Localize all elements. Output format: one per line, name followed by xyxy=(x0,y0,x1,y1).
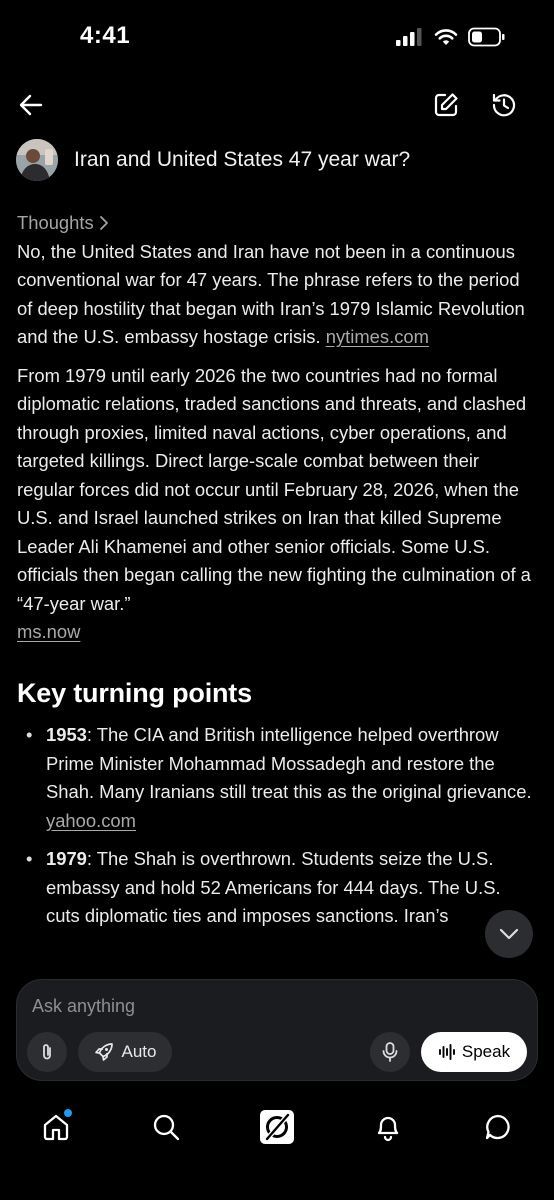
avatar[interactable] xyxy=(16,139,58,181)
attach-button[interactable] xyxy=(27,1032,67,1072)
section-heading: Key turning points xyxy=(17,677,252,708)
thoughts-label: Thoughts xyxy=(17,212,94,233)
composer xyxy=(16,979,538,1081)
status-time: 4:41 xyxy=(80,22,131,49)
list-item xyxy=(17,845,537,931)
conversation-title: Iran and United States 47 year war? xyxy=(74,148,411,171)
thoughts-toggle[interactable] xyxy=(17,209,537,238)
arrow-left-icon xyxy=(18,92,44,118)
nav-messages[interactable] xyxy=(476,1105,520,1149)
conversation-header xyxy=(16,138,538,182)
response-content xyxy=(17,206,537,976)
paragraph-1 xyxy=(17,238,537,352)
new-chat-button[interactable] xyxy=(426,85,466,125)
nav-home[interactable] xyxy=(34,1105,78,1149)
turning-points-list xyxy=(17,721,537,931)
chevron-down-icon xyxy=(498,927,520,941)
nav-grok[interactable] xyxy=(255,1105,299,1149)
history-button[interactable] xyxy=(484,85,524,125)
status-icons xyxy=(396,27,506,47)
bullet-text: : The CIA and British intelligence helped overthrow Prime Minister Mohammad Mossadegh and restore the Shah. Many Iranians still treat this as the original grievance. xyxy=(46,724,532,802)
paperclip-icon xyxy=(38,1042,56,1062)
paragraph-2 xyxy=(17,362,537,647)
wifi-icon xyxy=(434,28,458,46)
battery-icon xyxy=(468,27,506,47)
speak-button[interactable] xyxy=(421,1032,527,1072)
grok-icon xyxy=(259,1109,295,1145)
nav-search[interactable] xyxy=(144,1105,188,1149)
source-link-nytimes[interactable]: nytimes.com xyxy=(325,326,429,347)
source-link-msnow[interactable]: ms.now xyxy=(17,621,81,642)
bullet-text: : The Shah is overthrown. Students seize the U.S. embassy and hold 52 Americans for 444 days. The U.S. cuts diplomatic ties and imposes sanctions. Iran’s xyxy=(46,848,501,926)
source-link-yahoo[interactable]: yahoo.com xyxy=(46,809,136,831)
nav-notifications[interactable] xyxy=(366,1105,410,1149)
top-bar xyxy=(0,82,554,130)
mode-selector[interactable] xyxy=(78,1032,172,1072)
content-fade xyxy=(0,930,554,980)
bell-icon xyxy=(373,1112,403,1142)
signal-icon xyxy=(396,28,424,46)
rocket-icon xyxy=(94,1042,114,1062)
chevron-right-icon xyxy=(98,215,110,231)
edit-icon xyxy=(432,91,460,119)
microphone-button[interactable] xyxy=(370,1032,410,1072)
list-item xyxy=(17,721,537,835)
history-icon xyxy=(490,91,518,119)
status-bar xyxy=(0,0,554,80)
waveform-icon xyxy=(438,1044,456,1060)
bullet-year: 1953 xyxy=(46,724,87,745)
search-icon xyxy=(151,1112,181,1142)
message-icon xyxy=(483,1112,513,1142)
notification-dot xyxy=(64,1109,72,1117)
scroll-to-bottom-button[interactable] xyxy=(485,910,533,958)
paragraph-1-text: No, the United States and Iran have not been in a continuous conventional war for 47 years. The phrase refers to the period of deep hostility that began with Iran’s 1979 Islamic Revolution and the U.S. embassy hostage crisis. xyxy=(17,240,525,347)
avatar-image xyxy=(16,139,58,181)
microphone-icon xyxy=(381,1041,399,1063)
bottom-nav xyxy=(0,1095,554,1155)
ask-input[interactable]: Ask anything xyxy=(32,996,136,1016)
back-button[interactable] xyxy=(11,85,51,125)
mode-label: Auto xyxy=(121,1042,157,1061)
paragraph-2-text: From 1979 until early 2026 the two countries had no formal diplomatic relations, traded sanctions and threats, and clashed through proxies, limited naval actions, cyber operations, and targeted killings. Direct large-scale combat between their regular forces did not occur until February 28, 2026, when the U.S. and Israel launched strikes on Iran that killed Supreme Leader Ali Khamenei and other senior officials. Some U.S. officials then began calling the new fighting the culmination of a “47-year war.” xyxy=(17,364,531,614)
bullet-year: 1979 xyxy=(46,848,87,869)
speak-label: Speak xyxy=(461,1042,511,1061)
